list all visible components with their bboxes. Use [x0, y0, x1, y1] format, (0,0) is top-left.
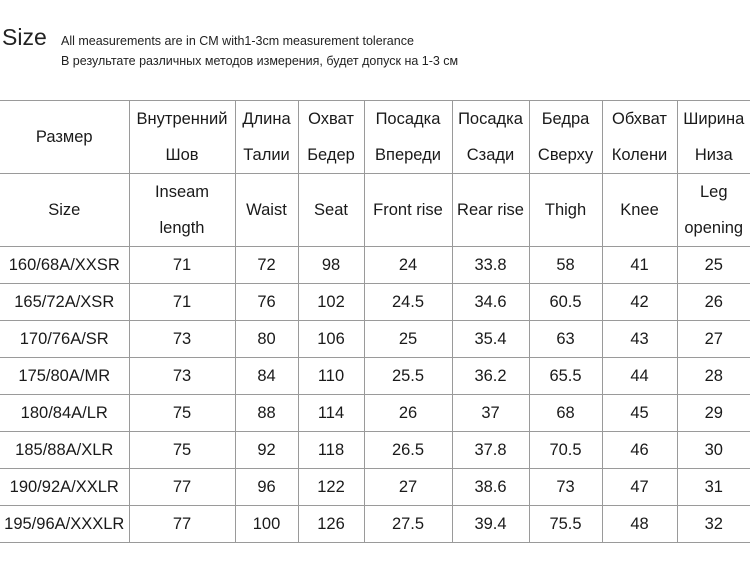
- cell-seat: 114: [298, 395, 364, 432]
- table-row: [0, 321, 750, 358]
- page-title: Size: [2, 24, 47, 50]
- cell-inseam-length: 73: [129, 321, 235, 358]
- header-cell-size: [0, 174, 129, 247]
- header-label: Knee: [620, 201, 659, 219]
- cell-seat: 126: [298, 506, 364, 543]
- cell-front-rise: 27: [364, 469, 452, 506]
- cell-thigh: 73: [529, 469, 602, 506]
- cell-leg-opening: 28: [677, 358, 750, 395]
- cell-size: 160/68A/XXSR: [0, 247, 129, 284]
- header-cell-knee: [602, 101, 677, 174]
- cell-waist: 76: [235, 284, 298, 321]
- cell-thigh: 68: [529, 395, 602, 432]
- header-cell-thigh: [529, 174, 602, 247]
- cell-thigh: 75.5: [529, 506, 602, 543]
- cell-leg-opening: 32: [677, 506, 750, 543]
- cell-size: 185/88A/XLR: [0, 432, 129, 469]
- cell-leg-opening: 27: [677, 321, 750, 358]
- cell-leg-opening: 29: [677, 395, 750, 432]
- cell-size: 180/84A/LR: [0, 395, 129, 432]
- cell-rear-rise: 34.6: [452, 284, 529, 321]
- header-row-russian: [0, 101, 750, 174]
- header-label: Thigh: [544, 201, 587, 219]
- cell-front-rise: 25: [364, 321, 452, 358]
- cell-inseam-length: 75: [129, 432, 235, 469]
- cell-thigh: 63: [529, 321, 602, 358]
- cell-inseam-length: 77: [129, 506, 235, 543]
- header-label: Seat: [314, 201, 348, 219]
- cell-front-rise: 26: [364, 395, 452, 432]
- cell-waist: 92: [235, 432, 298, 469]
- cell-waist: 84: [235, 358, 298, 395]
- header-label: Ширина: [683, 110, 745, 128]
- cell-size: 165/72A/XSR: [0, 284, 129, 321]
- cell-thigh: 60.5: [529, 284, 602, 321]
- cell-size: 195/96A/XXXLR: [0, 506, 129, 543]
- cell-front-rise: 24.5: [364, 284, 452, 321]
- table-row: [0, 432, 750, 469]
- cell-seat: 110: [298, 358, 364, 395]
- cell-waist: 80: [235, 321, 298, 358]
- cell-size: 170/76A/SR: [0, 321, 129, 358]
- header-label: Rear rise: [457, 201, 524, 219]
- header-cell-seat: [298, 101, 364, 174]
- header-label: Waist: [246, 201, 287, 219]
- cell-front-rise: 27.5: [364, 506, 452, 543]
- header-cell-seat: [298, 174, 364, 247]
- cell-knee: 45: [602, 395, 677, 432]
- header-label: Leg: [699, 183, 728, 201]
- cell-front-rise: 25.5: [364, 358, 452, 395]
- header-cell-front-rise: [364, 174, 452, 247]
- cell-leg-opening: 31: [677, 469, 750, 506]
- table-row: [0, 247, 750, 284]
- header-label: Бедер: [307, 146, 355, 164]
- cell-waist: 100: [235, 506, 298, 543]
- header-cell-rear-rise: [452, 174, 529, 247]
- header-cell-leg-opening: [677, 174, 750, 247]
- cell-rear-rise: 39.4: [452, 506, 529, 543]
- header-label: Охват: [308, 110, 354, 128]
- cell-rear-rise: 38.6: [452, 469, 529, 506]
- header-label: Внутренний: [136, 110, 228, 128]
- cell-seat: 106: [298, 321, 364, 358]
- header-label: Длина: [242, 110, 291, 128]
- cell-knee: 42: [602, 284, 677, 321]
- cell-leg-opening: 30: [677, 432, 750, 469]
- header-label: opening: [684, 219, 744, 237]
- table-row: [0, 469, 750, 506]
- cell-knee: 48: [602, 506, 677, 543]
- cell-inseam-length: 77: [129, 469, 235, 506]
- header-label: Низа: [694, 146, 733, 164]
- cell-knee: 47: [602, 469, 677, 506]
- cell-knee: 41: [602, 247, 677, 284]
- header-cell-waist: [235, 101, 298, 174]
- cell-inseam-length: 71: [129, 247, 235, 284]
- tolerance-note-english: All measurements are in CM with1-3cm measurement tolerance: [61, 34, 414, 48]
- cell-inseam-length: 73: [129, 358, 235, 395]
- header-cell-front-rise: [364, 101, 452, 174]
- cell-waist: 88: [235, 395, 298, 432]
- header-cell-thigh: [529, 101, 602, 174]
- header-label: Сзади: [466, 146, 515, 164]
- header-label: Front rise: [373, 201, 443, 219]
- cell-rear-rise: 36.2: [452, 358, 529, 395]
- header-label: Обхват: [612, 110, 667, 128]
- cell-inseam-length: 71: [129, 284, 235, 321]
- header-label: Сверху: [537, 146, 594, 164]
- header-label: Размер: [35, 128, 93, 146]
- header-label: Колени: [611, 146, 668, 164]
- header-cell-inseam-length: [129, 101, 235, 174]
- cell-knee: 44: [602, 358, 677, 395]
- header-label: Талии: [243, 146, 290, 164]
- header-cell-waist: [235, 174, 298, 247]
- header-cell-leg-opening: [677, 101, 750, 174]
- header-label: Size: [48, 201, 81, 219]
- cell-waist: 72: [235, 247, 298, 284]
- size-chart-table: [0, 100, 750, 543]
- header-label: Впереди: [375, 146, 441, 164]
- cell-waist: 96: [235, 469, 298, 506]
- header-row-english: [0, 174, 750, 247]
- table-row: [0, 358, 750, 395]
- cell-seat: 122: [298, 469, 364, 506]
- header-label: Бедра: [541, 110, 590, 128]
- cell-front-rise: 24: [364, 247, 452, 284]
- table-row: [0, 395, 750, 432]
- cell-thigh: 65.5: [529, 358, 602, 395]
- cell-seat: 118: [298, 432, 364, 469]
- header-cell-size: [0, 101, 129, 174]
- cell-seat: 98: [298, 247, 364, 284]
- tolerance-note-russian: В результате различных методов измерения, будет допуск на 1-3 см: [61, 54, 459, 68]
- header-cell-inseam-length: [129, 174, 235, 247]
- cell-size: 190/92A/XXLR: [0, 469, 129, 506]
- cell-thigh: 70.5: [529, 432, 602, 469]
- cell-rear-rise: 33.8: [452, 247, 529, 284]
- cell-size: 175/80A/MR: [0, 358, 129, 395]
- cell-seat: 102: [298, 284, 364, 321]
- header-label: Посадка: [458, 110, 523, 128]
- cell-knee: 43: [602, 321, 677, 358]
- cell-knee: 46: [602, 432, 677, 469]
- cell-rear-rise: 37: [452, 395, 529, 432]
- cell-rear-rise: 37.8: [452, 432, 529, 469]
- header-label: Inseam: [154, 183, 210, 201]
- table-row: [0, 506, 750, 543]
- cell-leg-opening: 26: [677, 284, 750, 321]
- header-cell-knee: [602, 174, 677, 247]
- table-row: [0, 284, 750, 321]
- cell-leg-opening: 25: [677, 247, 750, 284]
- header-label: Шов: [165, 146, 199, 164]
- cell-inseam-length: 75: [129, 395, 235, 432]
- header-cell-rear-rise: [452, 101, 529, 174]
- header-label: Посадка: [375, 110, 441, 128]
- cell-thigh: 58: [529, 247, 602, 284]
- cell-front-rise: 26.5: [364, 432, 452, 469]
- cell-rear-rise: 35.4: [452, 321, 529, 358]
- header-label: length: [159, 219, 205, 237]
